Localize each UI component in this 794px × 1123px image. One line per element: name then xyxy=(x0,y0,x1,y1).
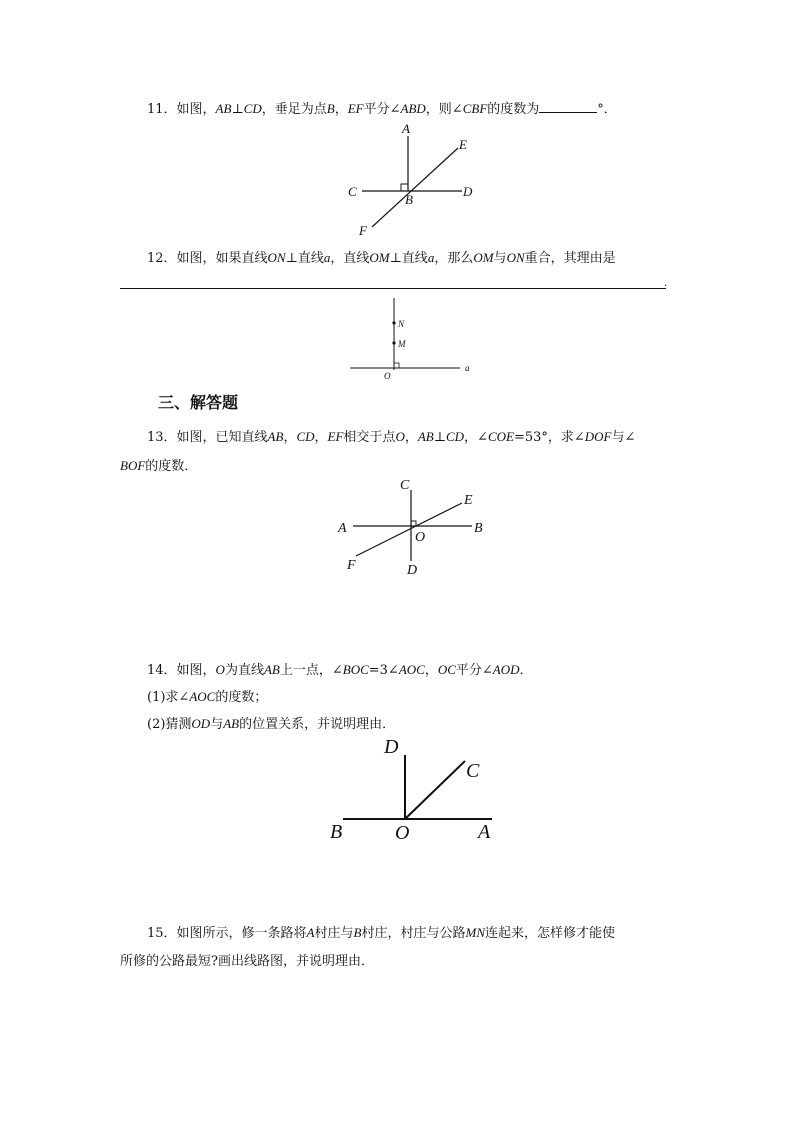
q12-label-a: a xyxy=(465,363,470,373)
q11-text: 11．如图，AB⊥CD，垂足为点B，EF平分∠ABD，则∠CBF的度数为 °． xyxy=(147,101,617,117)
q12-label-N: N xyxy=(398,319,405,329)
q14-label-O: O xyxy=(395,822,410,844)
q12-label-M: M xyxy=(398,339,406,349)
q12-text: 12．如图，如果直线ON⊥直线a，直线OM⊥直线a，那么OM与ON重合，其理由是 xyxy=(147,250,616,266)
q14-label-B: B xyxy=(330,821,343,843)
q11-label-F: F xyxy=(359,223,367,238)
q13-label-D: D xyxy=(407,563,418,578)
q11-label-C: C xyxy=(348,184,357,199)
q11-label-D: D xyxy=(463,184,473,199)
q13-label-B: B xyxy=(474,521,483,536)
q11-label-A: A xyxy=(402,121,410,136)
q15-text-line2: 所修的公路最短?画出线路图，并说明理由． xyxy=(120,954,374,969)
q15-text-line1: 15．如图所示，修一条路将A村庄与B村庄，村庄与公路MN连起来，怎样修才能使 xyxy=(147,925,615,941)
q14-label-C: C xyxy=(466,760,480,782)
q13-label-O: O xyxy=(415,530,426,545)
q14-label-D: D xyxy=(384,736,399,758)
section-heading: 三、解答题 xyxy=(158,393,239,412)
q12-end-dot: . xyxy=(664,278,668,289)
q14-text: 14．如图，O为直线AB上一点，∠BOC=3∠AOC，OC平分∠AOD． xyxy=(147,662,533,678)
q13-label-A: A xyxy=(338,521,347,536)
q13-text-line1: 13．如图，已知直线AB，CD，EF相交于点O，AB⊥CD，∠COE=53°，求∠DOF与∠ xyxy=(147,429,636,445)
q11-label-B: B xyxy=(405,192,413,207)
q13-label-F: F xyxy=(347,558,356,573)
q14-part2: (2)猜测OD与AB的位置关系，并说明理由． xyxy=(147,716,396,732)
q11-label-E: E xyxy=(459,137,467,152)
q13-text-line2: BOF的度数． xyxy=(120,458,198,474)
q14-part1: (1)求∠AOC的度数； xyxy=(147,689,268,705)
q13-label-C: C xyxy=(400,478,410,493)
q13-label-E: E xyxy=(464,493,473,508)
q12-label-O: O xyxy=(384,371,391,381)
q14-label-A: A xyxy=(478,821,491,843)
